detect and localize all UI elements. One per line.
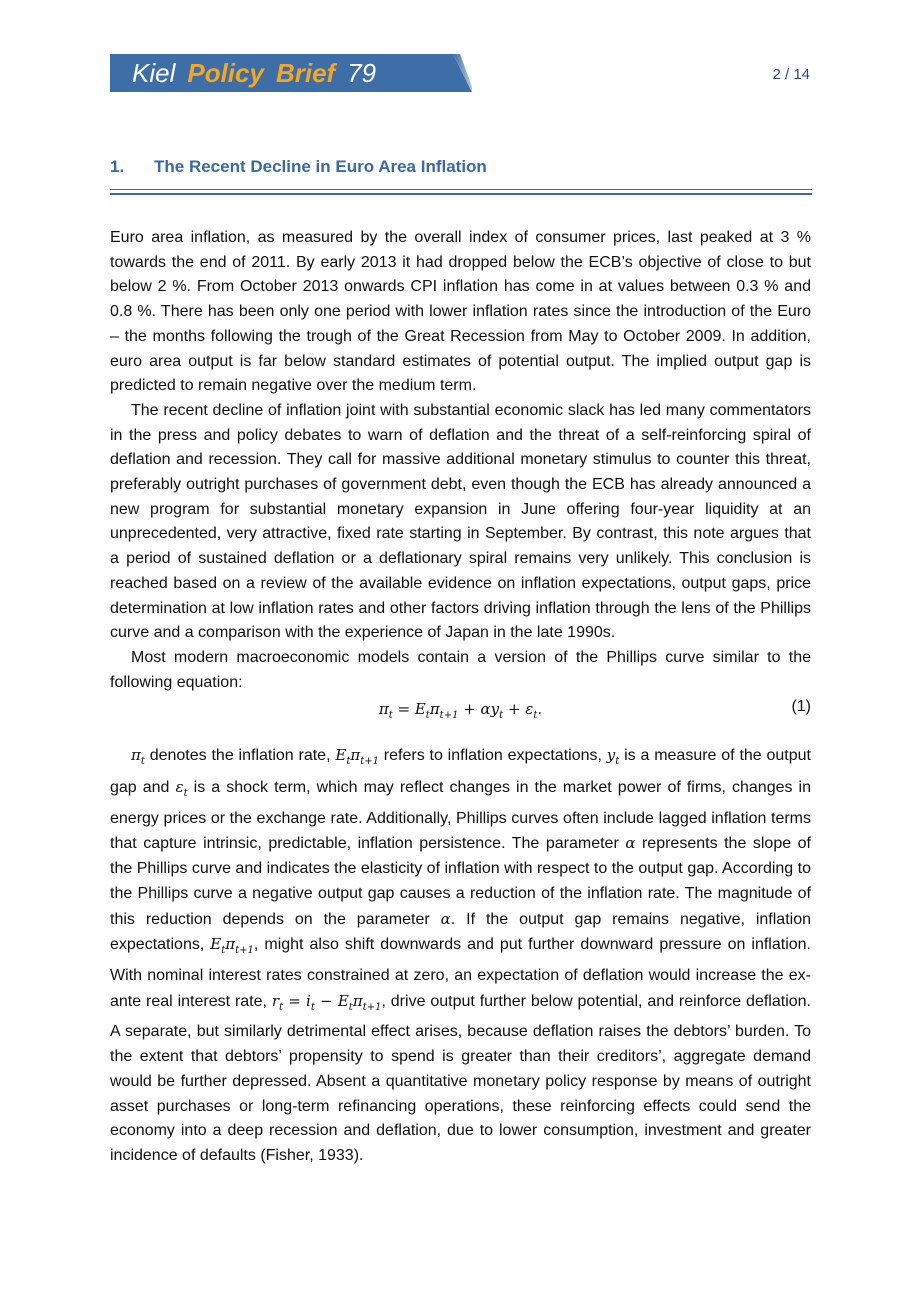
paragraph-3: Most modern macroeconomic models contain a version of the Phillips curve similar to the following equation: [110,648,811,691]
brand-word-brief: Brief [275,58,336,88]
paragraph-2: The recent decline of inflation joint with substantial economic slack has led many commentators in the press and policy debates to warn of deflation and the threat of a self-reinforcing spiral of deflation and recession. They call for massive additional monetary stimulus to counter this threat, preferably outright purchases of government debt, even though the ECB has already announced a new program for substantial monetary expansion in June offering four-year liquidity at an unprecedented, very attractive, fixed rate starting in September. By contrast, this note argues that a period of sustained deflation or a deflationary spiral remains very unlikely. This conclusion is reached based on a review of the available evidence on inflation expectations, output gaps, price determination at low inflation rates and other factors driving inflation through the lens of the Phillips curve and a comparison with the experience of Japan in the late 1990s. [110,401,811,642]
paragraph-4: $\pi_t$ denotes the inflation rate, $E_t\pi_{t+1}$ refers to inflation expectations, $y_t$ is a measure of the output gap and $\varepsilon_t$ is a shock term, which may reflect changes in the market power of firms, changes in energy prices or the exchange rate. Additionally, Phillips curves often include lagged inflation terms that capture intrinsic, predictable, inflation persistence. The parameter α represents the slope of the Phillips curve and indicates the elasticity of inflation with respect to the output gap. According to the Phillips curve a negative output gap causes a reduction of the inflation rate. The magnitude of this reduction depends on the parameter α. If the output gap remains negative, inflation expectations, $E_t\pi_{t+1}$, might also shift downwards and put further downward pressure on inflation. With nominal interest rates constrained at zero, an expectation of deflation would increase the ex-ante real interest rate, $r_t = i_t - E_t\pi_{t+1}$, drive output further below potential, and reinforce deflation. A separate, but similarly detrimental effect arises, because deflation raises the debtors’ burden. To the extent that debtors’ propensity to spend is greater than their creditors’, aggregate demand would be further depressed. Absent a quantitative monetary policy response by means of outright asset purchases or long-term refinancing operations, these reinforcing effects could send the economy into a deep recession and deflation, due to lower consumption, investment and greater incidence of defaults (Fisher, 1933). [110,746,812,1164]
heading-rule-thick [110,193,812,195]
brand-title [132,57,376,89]
brand-word-policy: Policy [187,58,264,88]
equation-body: $\pi_t = E_t\pi_{t+1} + \alpha y_t + \varepsilon_t$. [378,700,543,722]
phillips-curve-equation [110,695,811,723]
paragraph-1: Euro area inflation, as measured by the overall index of consumer prices, last peaked at 3 % towards the end of 2011. By early 2013 it had dropped below the ECB’s objective of close to but below 2 %. From October 2013 onwards CPI inflation has come in at values between 0.3 % and 0.8 %. There has been only one period with lower inflation rates since the introduction of the Euro – the months following the trough of the Great Recession from May to October 2009. In addition, euro area output is far below standard estimates of potential output. The implied output gap is predicted to remain negative over the medium term. [110,229,811,395]
header-banner [110,54,472,92]
body-text [110,226,811,1169]
section-title: The Recent Decline in Euro Area Inflation [154,157,487,176]
heading-rule-thin [110,189,812,190]
equation-number: (1) [791,698,811,716]
brand-word-kiel: Kiel [132,58,176,88]
section-number: 1. [110,157,125,176]
brand-number: 79 [347,58,377,88]
section-heading [110,157,812,177]
page-indicator: 2 / 14 [772,66,810,83]
